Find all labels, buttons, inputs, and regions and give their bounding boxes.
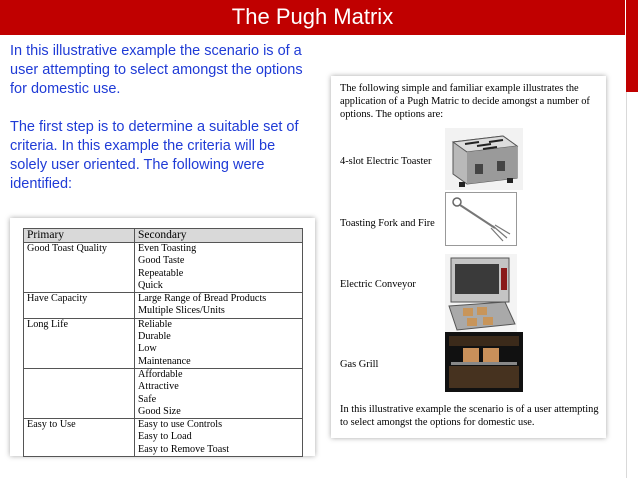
secondary-item: Even Toasting: [138, 243, 197, 254]
options-card: [331, 76, 606, 438]
option-label-grill: Gas Grill: [340, 359, 379, 370]
options-intro: The following simple and familiar example illustrates the application of a Pugh Matric to decide amongst a number of options. The options are:: [340, 83, 590, 120]
header-primary: Primary: [24, 229, 135, 243]
conveyor-toaster-image: [445, 254, 517, 332]
secondary-item: Easy to Remove Toast: [138, 443, 230, 455]
criteria-table: [23, 228, 303, 457]
secondary-item: Easy to use Controls: [138, 419, 223, 431]
primary-cell: Long Life: [24, 318, 135, 368]
primary-cell: Have Capacity: [24, 293, 135, 319]
primary-cell: Easy to Use: [24, 419, 135, 457]
table-row: [24, 243, 303, 293]
table-header-row: [24, 229, 303, 243]
secondary-item: Quick: [138, 279, 163, 291]
option-label-toaster: 4-slot Electric Toaster: [340, 156, 432, 167]
primary-cell: Good Toast Quality: [24, 243, 135, 293]
gas-grill-image: [445, 332, 523, 392]
secondary-item: Good Taste: [138, 255, 185, 267]
options-outro: In this illustrative example the scenario is of a user attempting to select amongst the options for domestic use.: [340, 404, 599, 428]
secondary-cell: [135, 318, 303, 368]
table-row: [24, 419, 303, 457]
secondary-cell: [135, 368, 303, 418]
secondary-item: Reliable: [138, 318, 172, 330]
header-secondary: Secondary: [135, 229, 303, 243]
intro-text: [10, 42, 315, 213]
intro-paragraph-2: The first step is to determine a suitable set of criteria. In this example the criteria will be solely user oriented. The following were identified:: [10, 119, 299, 192]
secondary-item: Safe: [138, 393, 157, 405]
secondary-cell: [135, 243, 303, 293]
intro-paragraph-1: In this illustrative example the scenario is of a user attempting to select amongst the options for domestic use.: [10, 43, 303, 97]
secondary-cell: [135, 419, 303, 457]
toaster-image: [445, 128, 523, 190]
option-label-conveyor: Electric Conveyor: [340, 279, 416, 290]
secondary-item: Multiple Slices/Units: [138, 305, 225, 317]
table-row: [24, 293, 303, 319]
toasting-fork-image: [445, 192, 517, 246]
option-label-fork: Toasting Fork and Fire: [340, 218, 435, 229]
slide-edge: [626, 92, 638, 478]
secondary-item: Large Range of Bread Products: [138, 293, 267, 305]
criteria-table-card: [10, 218, 315, 456]
secondary-item: Good Size: [138, 405, 181, 417]
table-row: [24, 368, 303, 418]
secondary-item: Durable: [138, 331, 171, 343]
table-row: [24, 318, 303, 368]
secondary-item: Affordable: [138, 368, 183, 380]
secondary-item: Maintenance: [138, 355, 191, 367]
secondary-item: Low: [138, 343, 157, 355]
accent-stripe: [626, 0, 638, 92]
secondary-cell: [135, 293, 303, 319]
secondary-item: Repeatable: [138, 267, 184, 279]
secondary-item: Easy to Load: [138, 431, 192, 443]
primary-cell: [24, 368, 135, 418]
secondary-item: Attractive: [138, 381, 179, 393]
slide-title: The Pugh Matrix: [231, 4, 394, 29]
